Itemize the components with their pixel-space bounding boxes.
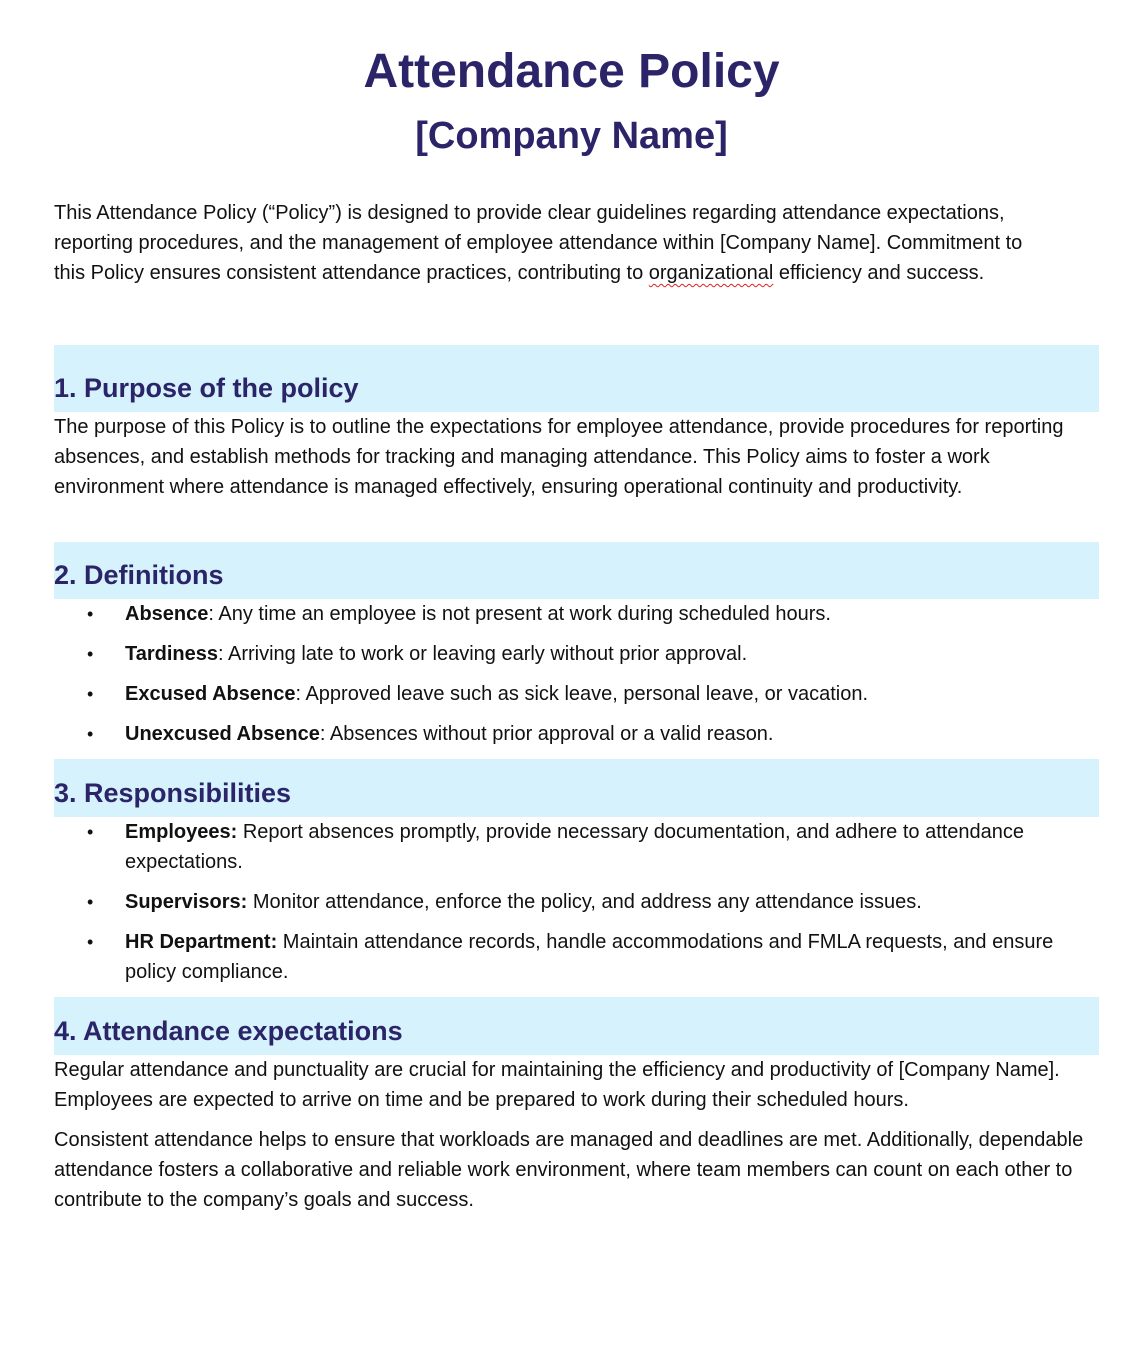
definition-term: Absence	[125, 603, 209, 625]
section-body-purpose	[54, 412, 1084, 512]
definition-text: : Any time an employee is not present at work during scheduled hours.	[208, 603, 831, 625]
section-band-purpose	[54, 345, 1099, 412]
responsibility-text: Report absences promptly, provide necessary documentation, and adhere to attendance expectations.	[125, 821, 1025, 873]
company-name-subtitle: [Company Name]	[415, 115, 728, 157]
list-item	[54, 719, 1084, 749]
definition-term: Unexcused Absence	[125, 723, 320, 745]
definition-term: Tardiness	[125, 643, 218, 665]
bullet-icon: •	[87, 684, 94, 704]
intro-text-end: efficiency and success.	[773, 262, 985, 284]
bullet-icon: •	[87, 932, 94, 952]
section-band-definitions	[54, 542, 1099, 599]
list-item	[54, 599, 1084, 629]
bullet-icon: •	[87, 724, 94, 744]
responsibility-role: HR Department:	[125, 931, 278, 953]
section-heading-responsibilities: 3. Responsibilities	[54, 778, 292, 808]
definition-text: : Approved leave such as sick leave, personal leave, or vacation.	[295, 683, 869, 705]
definition-term: Excused Absence	[125, 683, 296, 705]
section-body-expectations	[54, 1055, 1084, 1225]
bullet-icon: •	[87, 892, 94, 912]
section-band-expectations	[54, 997, 1099, 1055]
spellcheck-flagged-word[interactable]: organizational	[648, 262, 774, 284]
list-item	[54, 817, 1084, 877]
intro-text-start: This Attendance Policy (“Policy”) is designed to provide clear guidelines regarding attendance expectations, reporting procedures, and the management of employee attendance within [Company Name]. Commitment to this Policy ensures consistent attendance practices, contributing to	[54, 202, 1023, 284]
responsibility-role: Employees:	[125, 821, 238, 843]
section-body-definitions	[54, 599, 1084, 759]
section-band-responsibilities	[54, 759, 1099, 817]
list-item	[54, 887, 1084, 917]
intro-paragraph	[54, 198, 1054, 288]
bullet-icon: •	[87, 604, 94, 624]
expectations-paragraph-1: Regular attendance and punctuality are crucial for maintaining the efficiency and productivity of [Company Name]. Employees are expected to arrive on time and be prepared to work during their scheduled hours.	[54, 1059, 1060, 1111]
bullet-icon: •	[87, 644, 94, 664]
list-item	[54, 639, 1084, 669]
definition-text: : Arriving late to work or leaving early without prior approval.	[218, 643, 748, 665]
section-heading-definitions: 2. Definitions	[54, 560, 224, 590]
list-item	[54, 679, 1084, 709]
definition-text: : Absences without prior approval or a valid reason.	[319, 723, 774, 745]
purpose-paragraph: The purpose of this Policy is to outline the expectations for employee attendance, provide procedures for reporting absences, and establish methods for tracking and managing attendance. This Policy aims to foster a work environment where attendance is managed effectively, ensuring operational continuity and productivity.	[54, 416, 1064, 498]
section-heading-purpose: 1. Purpose of the policy	[54, 373, 359, 403]
list-item	[54, 927, 1084, 987]
bullet-icon: •	[87, 822, 94, 842]
definitions-list	[54, 599, 1084, 749]
expectations-paragraph-2: Consistent attendance helps to ensure that workloads are managed and deadlines are met. Additionally, dependable attendance fosters a collaborative and reliable work environment, where team members can count on each other to contribute to the company’s goals and success.	[54, 1129, 1084, 1211]
responsibilities-list	[54, 817, 1084, 987]
responsibility-role: Supervisors:	[125, 891, 248, 913]
section-heading-expectations: 4. Attendance expectations	[54, 1016, 403, 1046]
responsibility-text: Maintain attendance records, handle accommodations and FMLA requests, and ensure policy compliance.	[125, 931, 1054, 983]
page-title: Attendance Policy	[363, 45, 780, 98]
responsibility-text: Monitor attendance, enforce the policy, and address any attendance issues.	[247, 891, 922, 913]
section-body-responsibilities	[54, 817, 1084, 997]
